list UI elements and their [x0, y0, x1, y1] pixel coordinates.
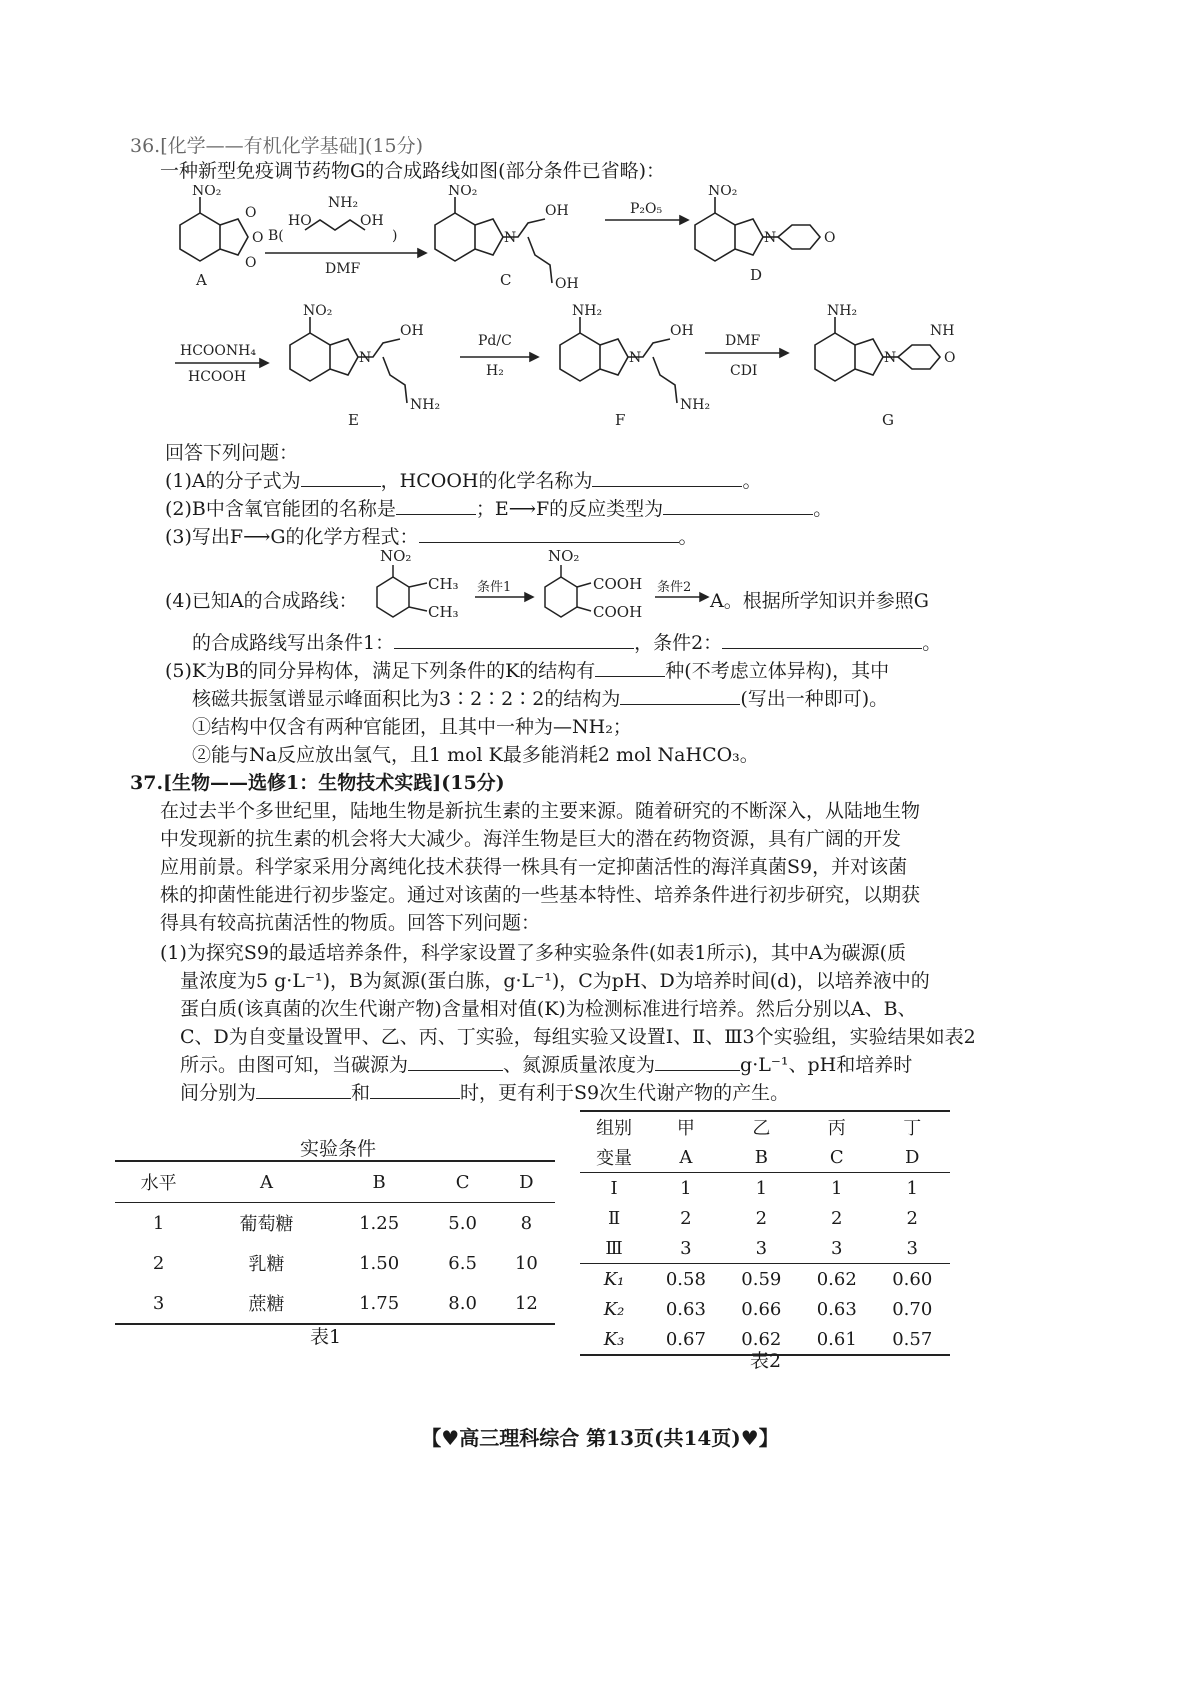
table1-cell: 1.25 — [359, 1212, 400, 1234]
reagent-cdi: CDI — [730, 363, 758, 379]
table2-cell: 1 — [680, 1177, 692, 1199]
answer-blank[interactable] — [595, 658, 665, 677]
q37-para-4: 株的抑菌性能进行初步鉴定。通过对该菌的一些基本特性、培养条件进行初步研究，以期获 — [160, 884, 921, 906]
compound-d-anhydride — [778, 225, 820, 249]
e-no2: NO₂ — [303, 303, 333, 319]
table2 — [580, 1110, 950, 1356]
table2-cell: 2 — [906, 1207, 918, 1229]
reagent-pdc: Pd/C — [478, 333, 512, 349]
table2-cell: 变量 — [596, 1148, 633, 1169]
b-suffix: ) — [392, 228, 398, 244]
q37-p1-6: 间分别为 和 时，更有利于S9次生代谢产物的产生。 — [180, 1082, 790, 1104]
table2-cell: K₂ — [603, 1298, 625, 1320]
c-no2: NO₂ — [448, 185, 478, 199]
svg-text:条件1: 条件1 — [477, 580, 512, 595]
table2-cell: A — [679, 1146, 693, 1168]
svg-text:COOH: COOH — [593, 575, 643, 593]
d-no2: NO₂ — [708, 185, 738, 199]
table2-cell: 2 — [755, 1207, 768, 1229]
compound-d-ring — [695, 213, 735, 261]
table1-row — [115, 1203, 555, 1244]
table2-caption: 表2 — [750, 1350, 782, 1372]
g-o: O — [944, 350, 956, 366]
q37-header: 37.[生物——选修1：生物技术实践](15分) — [130, 772, 505, 794]
reagent-p2o5: P₂O₅ — [630, 201, 663, 217]
g-nh2: NH₂ — [827, 303, 858, 319]
q37-p1-4: C、D为自变量设置甲、乙、丙、丁实验，每组实验又设置Ⅰ、Ⅱ、Ⅲ3个实验组，实验结果如表2 — [180, 1026, 976, 1048]
table1-cell: 10 — [514, 1252, 538, 1274]
table2-k-row — [580, 1294, 950, 1324]
table2-level-row — [580, 1233, 950, 1264]
b-oh: OH — [360, 213, 384, 229]
answer-blank[interactable] — [592, 468, 742, 487]
q37-para-5: 得具有较高抗菌活性的物质。回答下列问题： — [160, 912, 541, 934]
answer-blank[interactable] — [370, 1080, 460, 1099]
table1-cell: 1 — [152, 1212, 165, 1234]
table2-cell: Ⅲ — [605, 1237, 623, 1259]
table2-cell: 甲 — [676, 1118, 695, 1139]
table2-cell: 0.63 — [665, 1298, 706, 1320]
compound-c-ring — [435, 213, 475, 261]
table2-cell: 0.61 — [816, 1328, 857, 1350]
answer-blank[interactable] — [419, 524, 679, 543]
table2-cell: 0.60 — [892, 1268, 933, 1290]
q36-part4-conds: 的合成路线写出条件1： ，条件2： 。 — [192, 632, 942, 654]
label-g: G — [882, 411, 894, 429]
table2-group-row — [580, 1111, 950, 1142]
a-o2: O — [252, 230, 264, 246]
q37-para-2: 中发现新的抗生素的机会将大大减少。海洋生物是巨大的潜在药物资源，具有广阔的开发 — [160, 828, 902, 850]
label-e: E — [348, 411, 359, 429]
svg-text:CH₃: CH₃ — [428, 575, 459, 593]
svg-text:NO₂: NO₂ — [548, 547, 580, 565]
e-oh: OH — [400, 323, 424, 339]
answer-blank[interactable] — [655, 1052, 740, 1071]
svg-text:条件2: 条件2 — [657, 580, 692, 595]
answer-blank[interactable] — [620, 686, 740, 705]
table1-cell: 5.0 — [448, 1212, 477, 1234]
svg-text:NO₂: NO₂ — [380, 547, 412, 565]
table1-cell: 3 — [152, 1292, 165, 1314]
answer-blank[interactable] — [408, 1052, 503, 1071]
c-oh1: OH — [545, 203, 569, 219]
c-n: N — [504, 230, 517, 246]
answer-blank[interactable] — [256, 1080, 351, 1099]
table1-header-cell: C — [455, 1171, 470, 1193]
q36-part4-text: (4)已知A的合成路线： — [165, 590, 358, 612]
table2-cell: 丁 — [903, 1118, 922, 1139]
table1-row — [115, 1283, 555, 1324]
compound-a-ring — [180, 213, 220, 261]
q37-para-1: 在过去半个多世纪里，陆地生物是新抗生素的主要来源。随着研究的不断深入，从陆地生物 — [160, 800, 921, 822]
compound-f-ring — [560, 333, 600, 381]
reagent-h2: H₂ — [486, 363, 504, 379]
q36-part5b: 核磁共振氢谱显示峰面积比为3∶2∶2∶2的结构为 (写出一种即可)。 — [192, 688, 889, 710]
table2-cell: 0.62 — [741, 1328, 782, 1350]
answer-blank[interactable] — [396, 496, 476, 515]
table2-cell: 2 — [680, 1207, 692, 1229]
f-oh: OH — [670, 323, 694, 339]
table2-cell: 0.67 — [665, 1328, 706, 1350]
label-d: D — [750, 266, 763, 284]
q37-para-3: 应用前景。科学家采用分离纯化技术获得一株具有一定抑菌活性的海洋真菌S9，并对该菌 — [160, 856, 908, 878]
q37-p1-5: 所示。由图可知，当碳源为 、氮源质量浓度为 g·L⁻¹、pH和培养时 — [180, 1054, 913, 1076]
table2-cell: Ⅰ — [610, 1177, 618, 1199]
compound-e-ring — [290, 333, 330, 381]
svg-text:CH₃: CH₃ — [428, 603, 459, 621]
compound-a-anhydride — [220, 219, 248, 255]
table2-cell: 1 — [755, 1177, 768, 1199]
table2-cell: 0.62 — [816, 1268, 857, 1290]
q37-p1-2: 量浓度为5 g·L⁻¹)，B为氮源(蛋白胨，g·L⁻¹)，C为pH、D为培养时间(d)，以培养液中的 — [180, 970, 930, 992]
table2-cell: 0.58 — [665, 1268, 706, 1290]
reagent-hcoonh4: HCOONH₄ — [180, 343, 256, 359]
table1-header-cell: D — [519, 1171, 534, 1193]
table1-caption: 表1 — [310, 1326, 342, 1348]
d-n: N — [764, 230, 777, 246]
table2-cell: K₁ — [603, 1268, 625, 1290]
b-ho: HO — [288, 213, 312, 229]
answer-blank[interactable] — [722, 630, 922, 649]
answer-blank[interactable] — [394, 630, 634, 649]
e-n: N — [359, 350, 372, 366]
table2-cell: Ⅱ — [607, 1207, 621, 1229]
e-nh2: NH₂ — [410, 397, 441, 413]
label-f: F — [615, 411, 626, 429]
table2-cell: C — [829, 1146, 844, 1168]
table1-row — [115, 1243, 555, 1283]
f-nh2-amide: NH₂ — [680, 397, 711, 413]
compound-g-imide — [898, 345, 940, 369]
table1-cell: 乳糖 — [248, 1254, 285, 1275]
table2-variable-row — [580, 1142, 950, 1173]
q36-header: 36.[化学——有机化学基础](15分) — [130, 135, 424, 157]
table1-cell: 6.5 — [448, 1252, 477, 1274]
q36-cond1: ①结构中仅含有两种官能团，且其中一种为—NH₂； — [192, 716, 632, 738]
q37-p1-3: 蛋白质(该真菌的次生代谢产物)含量相对值(K)为检测标准进行培养。然后分别以A、B、 — [180, 998, 917, 1020]
a-o1: O — [245, 205, 257, 221]
q36-answer-intro: 回答下列问题： — [165, 442, 299, 464]
f-nh2: NH₂ — [572, 303, 603, 319]
table2-cell: 3 — [831, 1237, 843, 1259]
table1-header-row — [115, 1161, 555, 1203]
a-no2: NO₂ — [192, 185, 222, 199]
label-c: C — [500, 271, 512, 289]
table1-title: 实验条件 — [300, 1138, 377, 1160]
table2-cell: 2 — [831, 1207, 843, 1229]
g-n: N — [884, 350, 897, 366]
q36-part5: (5)K为B的同分异构体，满足下列条件的K的结构有 种(不考虑立体异构)，其中 — [165, 660, 890, 682]
reaction-scheme-svg — [160, 185, 1060, 460]
q36-part3: (3)写出F⟶G的化学方程式： 。 — [165, 526, 698, 548]
table2-cell: 0.63 — [816, 1298, 857, 1320]
table2-level-row — [580, 1173, 950, 1204]
table1-cell: 1.75 — [359, 1292, 400, 1314]
table1-header-cell: 水平 — [140, 1173, 177, 1194]
table1-cell: 12 — [514, 1292, 538, 1314]
table2-cell: 1 — [831, 1177, 843, 1199]
table1-cell: 2 — [152, 1252, 165, 1274]
table2-k-row — [580, 1264, 950, 1295]
answer-blank[interactable] — [301, 468, 381, 487]
table1-cell: 葡萄糖 — [239, 1214, 294, 1235]
table1-cell: 蔗糖 — [248, 1294, 285, 1315]
table2-level-row — [580, 1203, 950, 1233]
label-a: A — [196, 271, 207, 289]
synthesis-scheme — [160, 185, 1060, 460]
q36-cond2: ②能与Na反应放出氢气，且1 mol K最多能消耗2 mol NaHCO₃。 — [192, 744, 759, 766]
d-o: O — [824, 230, 836, 246]
reagent-dmf: DMF — [325, 261, 361, 277]
a-o3: O — [245, 255, 257, 271]
compound-b-chain — [305, 220, 365, 230]
table1-cell: 8.0 — [448, 1292, 477, 1314]
svg-text:COOH: COOH — [593, 603, 643, 621]
table1-header-cell: B — [372, 1171, 386, 1193]
table1-header-cell: A — [260, 1171, 274, 1193]
table2-cell: 3 — [680, 1237, 692, 1259]
table2-cell: 0.59 — [741, 1268, 782, 1290]
table2-cell: 0.57 — [892, 1328, 933, 1350]
table2-cell: D — [905, 1146, 920, 1168]
q36-part1: (1)A的分子式为 ，HCOOH的化学名称为 。 — [165, 470, 762, 492]
b-nh2: NH₂ — [328, 195, 359, 211]
g-nh: NH — [930, 323, 955, 339]
c-oh2: OH — [555, 276, 579, 292]
q36-part2: (2)B中含氧官能团的名称是 ；E⟶F的反应类型为 。 — [165, 498, 833, 520]
q36-part4-tail: A。根据所学知识并参照G — [710, 590, 929, 612]
answer-blank[interactable] — [663, 496, 813, 515]
table2-cell: 组别 — [596, 1118, 633, 1139]
table2-cell: 0.66 — [741, 1298, 782, 1320]
table2-cell: 乙 — [752, 1118, 771, 1139]
table2-cell: 3 — [906, 1237, 918, 1259]
f-n: N — [629, 350, 642, 366]
table2-cell: 3 — [755, 1237, 768, 1259]
page-footer: 【♥高三理科综合 第13页(共14页)♥】 — [421, 1426, 779, 1450]
table2-cell: B — [754, 1146, 768, 1168]
table2-cell: 1 — [906, 1177, 918, 1199]
reagent-dmf2: DMF — [725, 333, 761, 349]
q36-intro: 一种新型免疫调节药物G的合成路线如图(部分条件已省略)： — [160, 160, 666, 182]
table2-cell: 0.70 — [892, 1298, 933, 1320]
b-prefix: B( — [268, 228, 284, 244]
q37-p1-1: (1)为探究S9的最适培养条件，科学家设置了多种实验条件(如表1所示)，其中A为碳源(质 — [160, 942, 907, 964]
table1-cell: 1.50 — [359, 1252, 400, 1274]
reagent-hcooh: HCOOH — [188, 369, 247, 385]
table2-cell: 丙 — [827, 1118, 846, 1139]
compound-g-ring — [815, 333, 855, 381]
table1 — [115, 1160, 555, 1325]
table1-cell: 8 — [520, 1212, 533, 1234]
table2-cell: K₃ — [603, 1328, 625, 1350]
